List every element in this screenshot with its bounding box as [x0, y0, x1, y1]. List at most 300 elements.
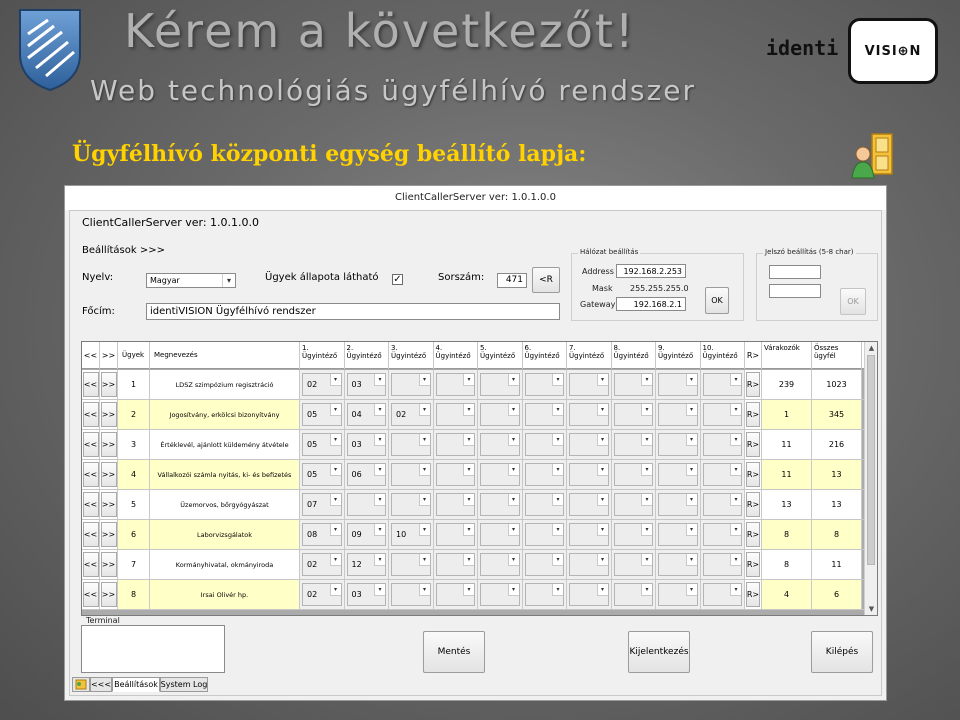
waiting-count-cell: 11 — [762, 430, 812, 459]
password-confirm-field[interactable] — [769, 284, 821, 298]
chevron-down-icon: ▾ — [641, 464, 652, 476]
grid-admin-cell — [701, 400, 746, 429]
case-id-cell: 8 — [118, 580, 150, 609]
row-r-button[interactable]: R> — [746, 432, 760, 457]
chevron-down-icon: ▾ — [374, 524, 385, 536]
admin-select-value: 06 — [351, 470, 362, 479]
admin-select-value: 03 — [351, 590, 362, 599]
row-r-button[interactable]: R> — [746, 492, 760, 517]
chevron-down-icon: ▾ — [330, 554, 341, 566]
case-id-cell: 6 — [118, 520, 150, 549]
row-next-button[interactable]: >> — [101, 522, 117, 547]
chevron-down-icon: ▾ — [730, 404, 741, 416]
admin-select[interactable] — [391, 553, 431, 576]
main-title-field[interactable]: identiVISION Ügyfélhívó rendszer — [146, 303, 560, 320]
chevron-down-icon: ▾ — [641, 374, 652, 386]
admin-select[interactable] — [703, 493, 743, 516]
address-field[interactable]: 192.168.2.253 — [616, 264, 686, 278]
admin-select[interactable] — [658, 463, 698, 486]
row-next-button[interactable]: >> — [101, 582, 117, 607]
grid-admin-cell — [300, 550, 345, 579]
admin-select[interactable] — [302, 463, 342, 486]
brand-logo — [766, 18, 942, 84]
chevron-down-icon: ▾ — [508, 404, 519, 416]
row-r-button[interactable]: R> — [746, 402, 760, 427]
admin-select[interactable] — [703, 463, 743, 486]
admin-select[interactable] — [391, 433, 431, 456]
admin-select[interactable] — [703, 553, 743, 576]
admin-select[interactable] — [525, 583, 565, 606]
status-visible-checkbox[interactable]: ✓ — [393, 274, 402, 285]
logout-button[interactable]: Kijelentkezés — [628, 631, 690, 673]
grid-admin-cell — [345, 370, 390, 399]
admin-select[interactable] — [436, 493, 476, 516]
waiting-count-cell: 13 — [762, 490, 812, 519]
admin-select[interactable] — [436, 463, 476, 486]
chevron-down-icon: ▾ — [508, 554, 519, 566]
admin-select[interactable] — [391, 373, 431, 396]
chevron-down-icon: ▾ — [552, 524, 563, 536]
chevron-down-icon: ▾ — [597, 434, 608, 446]
admin-select[interactable] — [525, 523, 565, 546]
password-settings-title: Jelszó beállítás (5-8 char) — [765, 248, 854, 256]
chevron-down-icon: ▾ — [419, 374, 430, 386]
chevron-down-icon: ▾ — [374, 434, 385, 446]
grid-admin-cell — [389, 400, 434, 429]
admin-select[interactable] — [480, 493, 520, 516]
grid-header-waiting: Várakozók — [762, 342, 812, 369]
password-ok-button[interactable]: OK — [840, 288, 866, 315]
grid-r-cell — [745, 400, 762, 429]
chevron-down-icon: ▾ — [419, 434, 430, 446]
admin-select-value: 10 — [396, 530, 407, 539]
waiting-count-cell: 4 — [762, 580, 812, 609]
case-grid — [81, 341, 878, 616]
chevron-down-icon: ▾ — [730, 584, 741, 596]
case-id-cell: 1 — [118, 370, 150, 399]
admin-select[interactable] — [658, 553, 698, 576]
chevron-down-icon: ▾ — [463, 434, 474, 446]
total-count-cell: 6 — [812, 580, 862, 609]
tab-system-log[interactable]: System Log — [160, 677, 208, 692]
scroll-down-icon[interactable]: ▼ — [868, 605, 875, 613]
grid-admin-cell — [300, 460, 345, 489]
table-row — [82, 370, 865, 400]
total-count-cell: 13 — [812, 490, 862, 519]
admin-select[interactable] — [302, 553, 342, 576]
chevron-down-icon: ▾ — [508, 434, 519, 446]
brand-box-text: VISI⊕N — [864, 43, 922, 59]
chevron-down-icon: ▾ — [463, 554, 474, 566]
chevron-down-icon: ▾ — [686, 494, 697, 506]
chevron-down-icon: ▾ — [641, 404, 652, 416]
admin-select[interactable] — [525, 463, 565, 486]
row-next-button[interactable]: >> — [101, 372, 117, 397]
admin-select[interactable] — [480, 403, 520, 426]
admin-select-value: 07 — [307, 500, 318, 509]
chevron-down-icon: ▾ — [686, 434, 697, 446]
admin-select[interactable] — [525, 373, 565, 396]
counter-field[interactable]: 471 — [497, 273, 527, 288]
chevron-down-icon: ▾ — [552, 584, 563, 596]
admin-select-value: 02 — [307, 590, 318, 599]
admin-select[interactable] — [391, 523, 431, 546]
admin-select[interactable] — [347, 493, 387, 516]
admin-select[interactable] — [436, 553, 476, 576]
admin-select[interactable] — [569, 403, 609, 426]
admin-select[interactable] — [436, 523, 476, 546]
admin-select[interactable] — [391, 463, 431, 486]
admin-select[interactable] — [302, 583, 342, 606]
brand-text: identi — [766, 36, 839, 60]
grid-admin-cell — [345, 520, 390, 549]
grid-nav-cell — [100, 550, 118, 579]
grid-nav-cell — [100, 400, 118, 429]
grid-r-cell — [745, 490, 762, 519]
row-prev-button[interactable]: << — [83, 402, 99, 427]
case-id-cell: 7 — [118, 550, 150, 579]
row-next-button[interactable]: >> — [101, 492, 117, 517]
admin-select[interactable] — [703, 433, 743, 456]
scroll-thumb[interactable] — [867, 355, 875, 565]
row-r-button[interactable]: R> — [746, 552, 760, 577]
grid-header-admin: 10. Ügyintéző — [701, 342, 746, 369]
row-prev-button[interactable]: << — [83, 522, 99, 547]
app-window — [64, 185, 887, 701]
logo-shield-icon — [14, 6, 86, 92]
scroll-up-icon[interactable]: ▲ — [868, 344, 875, 352]
admin-select[interactable] — [391, 583, 431, 606]
chevron-down-icon: ▾ — [552, 434, 563, 446]
waiting-count-cell: 11 — [762, 460, 812, 489]
app-title: ClientCallerServer ver: 1.0.1.0.0 — [82, 216, 260, 229]
grid-admin-cell — [523, 430, 568, 459]
terminal-box[interactable] — [81, 625, 225, 673]
reset-button[interactable]: <R — [532, 267, 560, 293]
grid-r-cell — [745, 460, 762, 489]
grid-r-cell — [745, 370, 762, 399]
admin-select[interactable] — [302, 523, 342, 546]
admin-select[interactable] — [569, 463, 609, 486]
admin-select[interactable] — [347, 403, 387, 426]
admin-select[interactable] — [614, 493, 654, 516]
chevron-down-icon: ▾ — [686, 554, 697, 566]
grid-header-admin: 3. Ügyintéző — [389, 342, 434, 369]
grid-admin-cell — [567, 370, 612, 399]
grid-admin-cell — [434, 430, 479, 459]
grid-admin-cell — [389, 550, 434, 579]
grid-admin-cell — [612, 460, 657, 489]
case-name-cell[interactable]: Értéklevél, ajánlott küldemény átvétele — [150, 430, 300, 459]
admin-select[interactable] — [703, 583, 743, 606]
admin-select[interactable] — [658, 523, 698, 546]
admin-select[interactable] — [569, 523, 609, 546]
admin-select[interactable] — [569, 583, 609, 606]
case-name-cell[interactable]: Vállalkozói számla nyitás, ki- és befizetés — [150, 460, 300, 489]
chevron-down-icon: ▾ — [463, 524, 474, 536]
admin-select[interactable] — [658, 373, 698, 396]
total-count-cell: 1023 — [812, 370, 862, 399]
terminal-label: Terminal — [86, 616, 120, 625]
chevron-down-icon: ▾ — [419, 464, 430, 476]
chevron-down-icon: ▾ — [419, 554, 430, 566]
table-row — [82, 520, 865, 550]
mask-value[interactable]: 255.255.255.0 — [630, 284, 689, 293]
grid-admin-cell — [701, 430, 746, 459]
admin-select-value: 05 — [307, 440, 318, 449]
admin-select-value: 05 — [307, 470, 318, 479]
case-name-cell[interactable]: Üzemorvos, bőrgyógyászat — [150, 490, 300, 519]
admin-select[interactable] — [658, 583, 698, 606]
row-prev-button[interactable]: << — [83, 492, 99, 517]
chevron-down-icon: ▾ — [419, 584, 430, 596]
grid-r-cell — [745, 550, 762, 579]
admin-select[interactable] — [347, 583, 387, 606]
grid-admin-cell — [389, 430, 434, 459]
case-name-cell[interactable]: Irsai Olivér hp. — [150, 580, 300, 609]
admin-select[interactable] — [703, 373, 743, 396]
chevron-down-icon: ▾ — [730, 524, 741, 536]
admin-select[interactable] — [703, 403, 743, 426]
grid-admin-cell — [300, 400, 345, 429]
admin-select[interactable] — [302, 493, 342, 516]
admin-select[interactable] — [525, 403, 565, 426]
admin-select[interactable] — [614, 463, 654, 486]
row-r-button[interactable]: R> — [746, 462, 760, 487]
save-button[interactable]: Mentés — [423, 631, 485, 673]
grid-admin-cell — [701, 490, 746, 519]
chevron-down-icon: ▾ — [641, 554, 652, 566]
admin-select[interactable] — [302, 433, 342, 456]
grid-admin-cell — [345, 460, 390, 489]
chevron-down-icon: ▾ — [597, 404, 608, 416]
grid-vertical-scrollbar[interactable] — [864, 342, 877, 615]
admin-select[interactable] — [480, 373, 520, 396]
chevron-down-icon: ▾ — [597, 374, 608, 386]
admin-select[interactable] — [347, 553, 387, 576]
tab-settings[interactable]: Beállítások — [112, 677, 160, 692]
chevron-down-icon: ▾ — [597, 524, 608, 536]
grid-admin-cell — [434, 400, 479, 429]
admin-select-value: 09 — [351, 530, 362, 539]
grid-header-admin: 9. Ügyintéző — [656, 342, 701, 369]
grid-admin-cell — [567, 580, 612, 609]
admin-select-value: 05 — [307, 410, 318, 419]
row-next-button[interactable]: >> — [101, 402, 117, 427]
grid-nav-cell — [100, 580, 118, 609]
grid-admin-cell — [300, 490, 345, 519]
grid-admin-cell — [701, 370, 746, 399]
grid-admin-cell — [478, 580, 523, 609]
grid-admin-cell — [612, 430, 657, 459]
admin-select[interactable] — [525, 493, 565, 516]
grid-admin-cell — [345, 400, 390, 429]
admin-select[interactable] — [480, 553, 520, 576]
admin-select[interactable] — [569, 553, 609, 576]
grid-nav-cell — [82, 430, 100, 459]
password-field[interactable] — [769, 265, 821, 279]
grid-nav-cell — [82, 580, 100, 609]
chevron-down-icon: ▾ — [686, 524, 697, 536]
grid-nav-cell — [100, 430, 118, 459]
admin-select[interactable] — [569, 493, 609, 516]
grid-admin-cell — [478, 520, 523, 549]
row-next-button[interactable]: >> — [101, 462, 117, 487]
admin-select[interactable] — [614, 523, 654, 546]
admin-select[interactable] — [436, 373, 476, 396]
admin-select[interactable] — [569, 433, 609, 456]
waiting-count-cell: 8 — [762, 520, 812, 549]
row-prev-button[interactable]: << — [83, 372, 99, 397]
admin-select[interactable] — [436, 433, 476, 456]
grid-admin-cell — [478, 400, 523, 429]
grid-admin-cell — [345, 430, 390, 459]
admin-select[interactable] — [614, 553, 654, 576]
grid-admin-cell — [300, 370, 345, 399]
row-next-button[interactable]: >> — [101, 432, 117, 457]
grid-admin-cell — [389, 370, 434, 399]
admin-select[interactable] — [436, 403, 476, 426]
admin-select[interactable] — [614, 583, 654, 606]
row-r-button[interactable]: R> — [746, 582, 760, 607]
grid-nav-cell — [100, 490, 118, 519]
tab-nav-prev[interactable]: <<< — [90, 677, 112, 692]
admin-select[interactable] — [302, 373, 342, 396]
grid-admin-cell — [656, 580, 701, 609]
admin-select[interactable] — [391, 403, 431, 426]
row-prev-button[interactable]: << — [83, 462, 99, 487]
case-name-cell[interactable]: Laborvizsgálatok — [150, 520, 300, 549]
chevron-down-icon: ▾ — [463, 404, 474, 416]
case-name-cell[interactable]: Kormányhivatal, okmányiroda — [150, 550, 300, 579]
grid-header-admin: 1. Ügyintéző — [300, 342, 345, 369]
exit-button[interactable]: Kilépés — [811, 631, 873, 673]
row-prev-button[interactable]: << — [83, 552, 99, 577]
window-title-bar: ClientCallerServer ver: 1.0.1.0.0 — [65, 186, 886, 210]
admin-select[interactable] — [480, 463, 520, 486]
counter-label: Sorszám: — [438, 272, 485, 283]
admin-select-value: 08 — [307, 530, 318, 539]
chevron-down-icon: ▾ — [552, 464, 563, 476]
row-prev-button[interactable]: << — [83, 432, 99, 457]
status-visible-label: Ügyek állapota látható — [265, 272, 379, 283]
admin-select[interactable] — [347, 463, 387, 486]
admin-select[interactable] — [658, 403, 698, 426]
table-row — [82, 430, 865, 460]
admin-select[interactable] — [614, 433, 654, 456]
admin-select[interactable] — [658, 433, 698, 456]
admin-select[interactable] — [480, 583, 520, 606]
table-row — [82, 400, 865, 430]
admin-select[interactable] — [703, 523, 743, 546]
chevron-down-icon: ▾ — [374, 464, 385, 476]
grid-admin-cell — [345, 490, 390, 519]
admin-select[interactable] — [391, 493, 431, 516]
language-select[interactable] — [146, 273, 236, 288]
network-ok-button[interactable]: OK — [705, 287, 729, 314]
chevron-down-icon: ▾ — [597, 584, 608, 596]
row-next-button[interactable]: >> — [101, 552, 117, 577]
window-client-area — [69, 210, 882, 696]
chevron-down-icon: ▾ — [330, 494, 341, 506]
chevron-down-icon: ▾ — [641, 434, 652, 446]
chevron-down-icon: ▾ — [330, 374, 341, 386]
grid-admin-cell — [656, 550, 701, 579]
admin-select[interactable] — [347, 433, 387, 456]
grid-admin-cell — [567, 430, 612, 459]
case-id-cell: 4 — [118, 460, 150, 489]
chevron-down-icon: ▾ — [730, 374, 741, 386]
grid-admin-cell — [523, 580, 568, 609]
case-name-cell[interactable]: LDSZ szimpózium regisztráció — [150, 370, 300, 399]
admin-select[interactable] — [525, 433, 565, 456]
row-r-button[interactable]: R> — [746, 372, 760, 397]
case-id-cell: 2 — [118, 400, 150, 429]
case-name-cell[interactable]: Jogosítvány, erkölcsi bizonyítvány — [150, 400, 300, 429]
chevron-down-icon: ▾ — [552, 494, 563, 506]
table-row — [82, 460, 865, 490]
row-prev-button[interactable]: << — [83, 582, 99, 607]
admin-select-value: 03 — [351, 440, 362, 449]
chevron-down-icon: ▾ — [330, 404, 341, 416]
grid-admin-cell — [300, 430, 345, 459]
total-count-cell: 216 — [812, 430, 862, 459]
admin-select[interactable] — [614, 403, 654, 426]
admin-select[interactable] — [302, 403, 342, 426]
grid-nav-cell — [100, 370, 118, 399]
grid-admin-cell — [389, 520, 434, 549]
admin-select[interactable] — [658, 493, 698, 516]
admin-select-value: 04 — [351, 410, 362, 419]
grid-nav-cell — [82, 460, 100, 489]
grid-admin-cell — [523, 460, 568, 489]
row-r-button[interactable]: R> — [746, 522, 760, 547]
admin-select[interactable] — [436, 583, 476, 606]
tab-home-icon[interactable] — [72, 677, 90, 692]
admin-select[interactable] — [480, 523, 520, 546]
grid-admin-cell — [656, 400, 701, 429]
chevron-down-icon: ▾ — [330, 464, 341, 476]
admin-select[interactable] — [347, 373, 387, 396]
admin-select[interactable] — [614, 373, 654, 396]
gateway-field[interactable]: 192.168.2.1 — [616, 297, 686, 311]
grid-admin-cell — [478, 370, 523, 399]
chevron-down-icon: ▾ — [686, 464, 697, 476]
grid-admin-cell — [612, 550, 657, 579]
admin-select[interactable] — [525, 553, 565, 576]
chevron-down-icon: ▾ — [508, 464, 519, 476]
waiting-count-cell: 8 — [762, 550, 812, 579]
admin-select[interactable] — [480, 433, 520, 456]
grid-nav-cell — [82, 520, 100, 549]
grid-header-prev: << — [82, 342, 100, 369]
grid-header-total: Összes ügyfél — [812, 342, 862, 369]
settings-link[interactable]: Beállítások >>> — [82, 245, 165, 256]
admin-select[interactable] — [347, 523, 387, 546]
admin-select[interactable] — [569, 373, 609, 396]
grid-header-admin: 6. Ügyintéző — [523, 342, 568, 369]
main-title-label: Főcím: — [82, 306, 115, 317]
waiting-count-cell: 239 — [762, 370, 812, 399]
user-door-icon — [850, 132, 896, 180]
grid-admin-cell — [656, 430, 701, 459]
mask-label: Mask — [592, 284, 613, 293]
chevron-down-icon: ▾ — [597, 494, 608, 506]
grid-nav-cell — [82, 400, 100, 429]
chevron-down-icon: ▾ — [552, 404, 563, 416]
brand-box — [848, 18, 938, 84]
chevron-down-icon: ▾ — [508, 584, 519, 596]
